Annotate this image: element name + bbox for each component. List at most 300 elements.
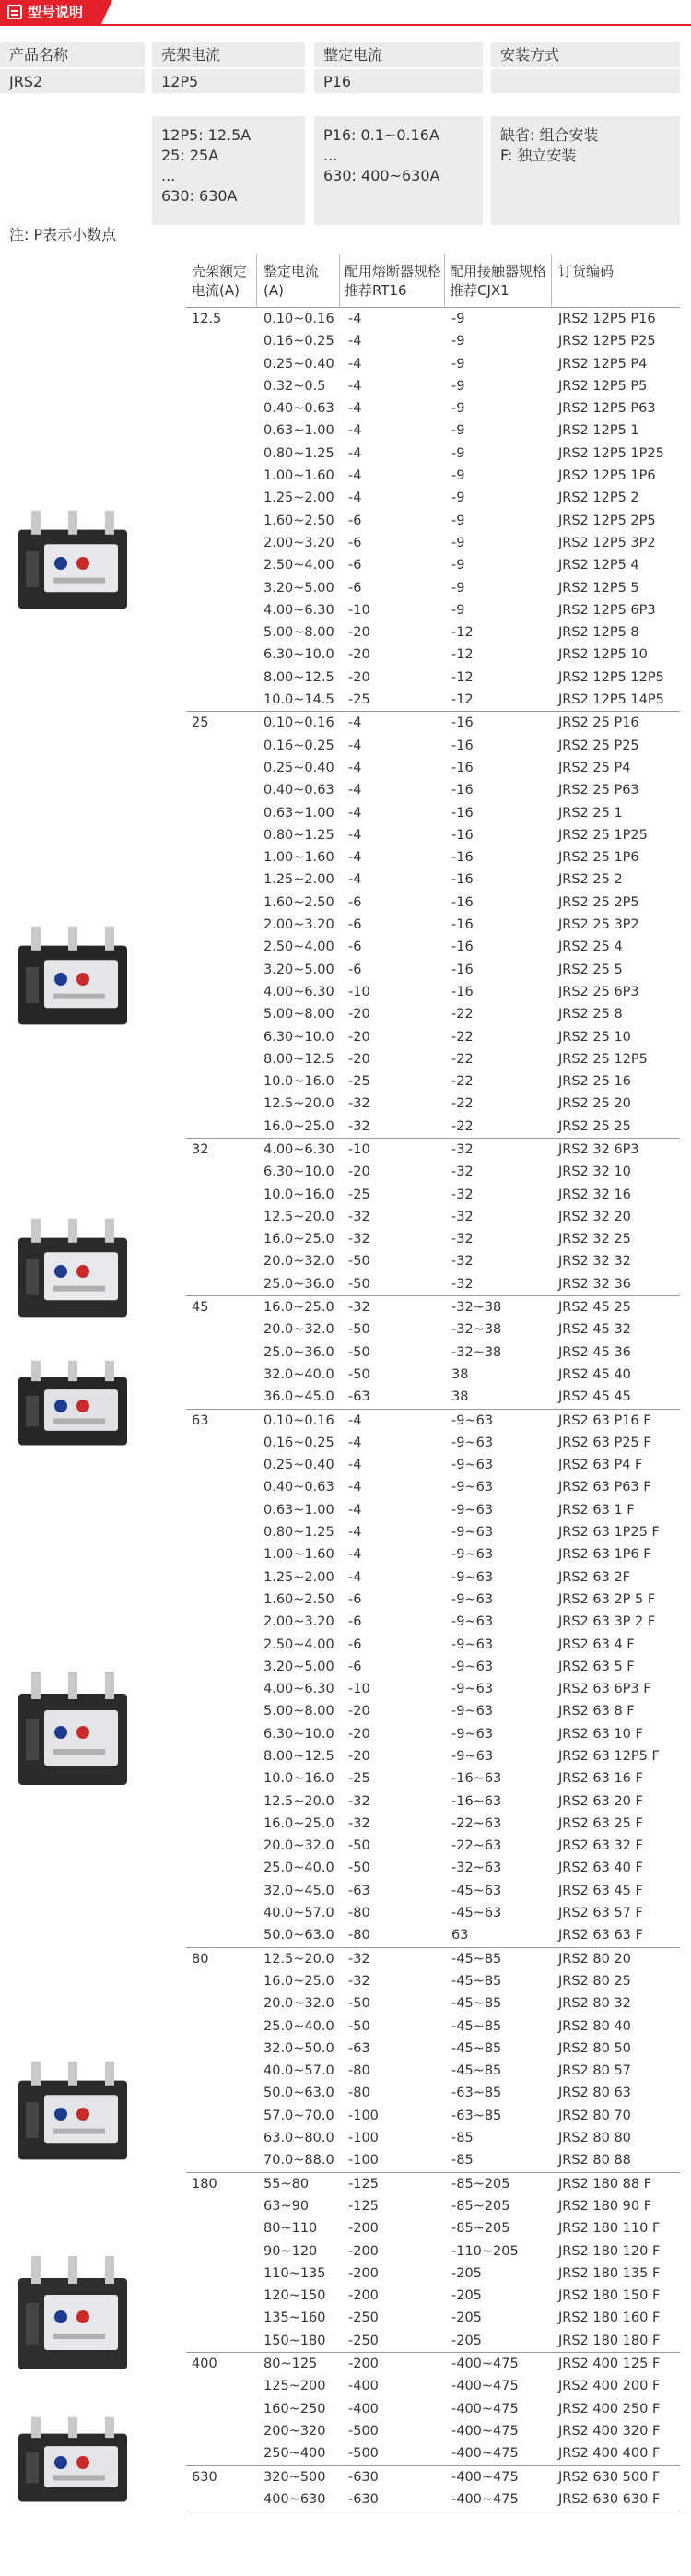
order-code-cell: JRS2 63 6P3 F	[558, 1682, 651, 1697]
order-code-cell: JRS2 80 63	[558, 2086, 631, 2101]
table-row	[186, 1296, 680, 1318]
contactor-spec-cell: -32~63	[451, 1861, 502, 1876]
contactor-spec-cell: -32	[451, 1141, 474, 1157]
contactor-spec-cell: -205	[451, 2265, 482, 2281]
setting-current-cell: 1.60~2.50	[264, 1591, 334, 1607]
table-row	[186, 2195, 680, 2217]
fuse-spec-cell: -63	[348, 1883, 370, 1898]
fuse-spec-cell: -400	[348, 2379, 379, 2394]
table-row	[186, 2398, 680, 2420]
table-row	[186, 1184, 680, 1206]
table-row	[186, 1611, 680, 1633]
fuse-spec-cell: -50	[348, 1838, 370, 1854]
order-code-cell: JRS2 12P5 1	[558, 423, 639, 439]
setting-current-cell: 2.00~3.20	[264, 535, 334, 550]
order-code-cell: JRS2 45 32	[558, 1322, 631, 1338]
order-code-cell: JRS2 63 P16 F	[558, 1412, 651, 1428]
frame-current-cell: 400	[192, 2357, 217, 2372]
table-row	[186, 2263, 680, 2285]
option-line: 25: 25A	[161, 147, 219, 164]
contactor-spec-cell: -32	[451, 1254, 474, 1270]
frame-current-cell: 32	[192, 1141, 209, 1157]
setting-current-cell: 0.63~1.00	[264, 805, 334, 821]
contactor-spec-cell: -45~85	[451, 1951, 502, 1967]
order-code-cell: JRS2 25 1	[558, 805, 623, 821]
setting-current-cell: 8.00~12.5	[264, 1051, 334, 1067]
header-setting-current: 整定电流 (A)	[264, 263, 320, 299]
setting-current-cell: 20.0~32.0	[264, 1996, 334, 2012]
fuse-spec-cell: -400	[348, 2401, 379, 2416]
fuse-spec-cell: -50	[348, 1366, 370, 1382]
setting-current-cell: 4.00~6.30	[264, 984, 334, 999]
contactor-spec-cell: 63	[451, 1928, 469, 1944]
contactor-spec-cell: -9~63	[451, 1682, 494, 1697]
fuse-spec-cell: -6	[348, 939, 362, 955]
table-row	[186, 981, 680, 1003]
fuse-spec-cell: -4	[348, 783, 362, 798]
order-code-cell: JRS2 180 110 F	[558, 2221, 661, 2237]
order-code-cell: JRS2 400 400 F	[558, 2446, 661, 2462]
contactor-spec-cell: -9	[451, 423, 465, 439]
order-code-cell: JRS2 80 50	[558, 2040, 631, 2056]
setting-current-cell: 16.0~25.0	[264, 1232, 334, 1247]
contactor-spec-cell: -22~63	[451, 1815, 502, 1831]
setting-current-cell: 5.00~8.00	[264, 1007, 334, 1022]
fuse-spec-cell: -4	[348, 378, 362, 394]
contactor-spec-cell: -9~63	[451, 1569, 494, 1585]
order-code-cell: JRS2 63 16 F	[558, 1771, 643, 1787]
setting-current-cell: 4.00~6.30	[264, 602, 334, 618]
order-code-cell: JRS2 80 25	[558, 1973, 631, 1989]
contactor-spec-cell: -9	[451, 356, 465, 372]
setting-current-cell: 80~110	[264, 2221, 318, 2237]
contactor-spec-cell: -16	[451, 872, 474, 888]
setting-current-cell: 6.30~10.0	[264, 1029, 334, 1045]
order-code-cell: JRS2 63 20 F	[558, 1793, 643, 1809]
setting-current-cell: 50.0~63.0	[264, 1928, 334, 1944]
order-code-cell: JRS2 12P5 P16	[558, 312, 656, 326]
contactor-spec-cell: -85~205	[451, 2176, 510, 2192]
table-row	[186, 1857, 680, 1879]
order-code-cell: JRS2 32 20	[558, 1209, 631, 1224]
relay-photo	[13, 2054, 135, 2174]
spec-table-body	[186, 308, 680, 2511]
contactor-spec-cell: -9	[451, 401, 465, 417]
fuse-spec-cell: -100	[348, 2108, 379, 2123]
contactor-spec-cell: -9	[451, 468, 465, 484]
order-code-cell: JRS2 25 4	[558, 939, 623, 955]
contactor-spec-cell: -16	[451, 760, 474, 775]
fuse-spec-cell: -4	[348, 445, 362, 461]
contactor-spec-cell: -45~85	[451, 2018, 502, 2034]
table-row	[186, 330, 680, 352]
table-row	[186, 869, 680, 891]
fuse-spec-cell: -4	[348, 1435, 362, 1450]
setting-current-cell: 2.00~3.20	[264, 917, 334, 933]
contactor-spec-cell: -45~63	[451, 1906, 502, 1921]
fuse-spec-cell: -32	[348, 1118, 370, 1134]
fuse-spec-cell: -6	[348, 962, 362, 977]
decimal-point-note: 注: P表示小数点	[9, 226, 117, 243]
table-row	[186, 1902, 680, 1924]
order-code-cell: JRS2 25 12P5	[558, 1051, 648, 1067]
fuse-spec-cell: -25	[348, 1074, 370, 1090]
order-code-cell: JRS2 63 45 F	[558, 1883, 643, 1898]
order-code-cell: JRS2 80 20	[558, 1951, 631, 1967]
table-row	[186, 419, 680, 442]
contactor-spec-cell: -63~85	[451, 2086, 502, 2101]
order-code-cell: JRS2 12P5 12P5	[558, 669, 664, 685]
order-code-cell: JRS2 25 P25	[558, 738, 639, 753]
order-code-cell: JRS2 63 25 F	[558, 1815, 643, 1831]
contactor-spec-cell: -16	[451, 715, 474, 731]
order-code-cell: JRS2 63 P25 F	[558, 1435, 651, 1450]
table-row	[186, 487, 680, 509]
fuse-spec-cell: -250	[348, 2310, 379, 2326]
order-code-cell: JRS2 32 32	[558, 1254, 631, 1270]
contactor-spec-cell: -400~475	[451, 2379, 519, 2394]
contactor-spec-cell: -22	[451, 1051, 474, 1067]
setting-current-cell: 0.10~0.16	[264, 715, 334, 731]
setting-current-cell: 0.16~0.25	[264, 334, 334, 349]
fuse-spec-cell: -63	[348, 2040, 370, 2056]
setting-current-cell: 400~630	[264, 2491, 326, 2507]
fuse-spec-cell: -20	[348, 1164, 370, 1180]
section-header	[0, 0, 691, 26]
contactor-spec-cell: -9~63	[451, 1704, 494, 1719]
contactor-spec-cell: -32~38	[451, 1300, 502, 1316]
table-row	[186, 2038, 680, 2060]
col-setting-current-head: 整定电流	[314, 42, 483, 68]
contactor-spec-cell: -16	[451, 805, 474, 821]
contactor-spec-cell: -205	[451, 2288, 482, 2304]
order-code-cell: JRS2 80 40	[558, 2018, 631, 2034]
order-code-cell: JRS2 25 1P6	[558, 850, 639, 866]
setting-current-cell: 135~160	[264, 2310, 326, 2326]
contactor-spec-cell: -16~63	[451, 1793, 502, 1809]
fuse-spec-cell: -32	[348, 1209, 370, 1224]
table-row	[186, 1992, 680, 2015]
table-row	[186, 2307, 680, 2329]
table-row	[186, 689, 680, 711]
fuse-spec-cell: -63	[348, 1389, 370, 1405]
setting-current-cell: 10.0~14.5	[264, 692, 334, 708]
contactor-spec-cell: -9~63	[451, 1614, 494, 1630]
setting-current-cell: 0.25~0.40	[264, 356, 334, 372]
order-code-cell: JRS2 32 10	[558, 1164, 631, 1180]
table-row	[186, 1589, 680, 1611]
frame-group	[186, 2353, 680, 2465]
col-frame-current-head: 壳架电流	[152, 42, 305, 68]
fuse-spec-cell: -80	[348, 1928, 370, 1944]
setting-current-cell: 1.60~2.50	[264, 894, 334, 910]
table-row	[186, 1767, 680, 1790]
col-frame-current-value: 12P5	[152, 69, 305, 93]
fuse-spec-cell: -6	[348, 894, 362, 910]
contactor-spec-cell: -9	[451, 312, 465, 326]
setting-current-cell: 57.0~70.0	[264, 2108, 334, 2123]
setting-current-cell: 0.63~1.00	[264, 423, 334, 439]
table-row	[186, 1206, 680, 1228]
contactor-spec-cell: -9	[451, 490, 465, 506]
setting-current-cell: 1.25~2.00	[264, 872, 334, 888]
order-code-cell: JRS2 180 120 F	[558, 2243, 661, 2259]
order-code-cell: JRS2 12P5 10	[558, 647, 648, 663]
fuse-spec-cell: -100	[348, 2153, 379, 2168]
table-row	[186, 1318, 680, 1341]
frame-group	[186, 1296, 680, 1409]
order-code-cell: JRS2 80 80	[558, 2131, 631, 2146]
table-row	[186, 2442, 680, 2464]
order-code-cell: JRS2 63 1 F	[558, 1502, 635, 1518]
contactor-spec-cell: -9~63	[451, 1726, 494, 1742]
fuse-spec-cell: -80	[348, 1906, 370, 1921]
order-code-cell: JRS2 12P5 P25	[558, 334, 656, 349]
setting-current-cell: 0.10~0.16	[264, 1412, 334, 1428]
order-code-cell: JRS2 12P5 3P2	[558, 535, 656, 550]
table-row	[186, 1273, 680, 1295]
fuse-spec-cell: -20	[348, 647, 370, 663]
table-row	[186, 1410, 680, 1432]
fuse-spec-cell: -4	[348, 423, 362, 439]
contactor-spec-cell: -16	[451, 984, 474, 999]
contactor-spec-cell: 38	[451, 1389, 469, 1405]
frame-current-cell: 63	[192, 1412, 209, 1428]
order-code-cell: JRS2 12P5 2	[558, 490, 639, 506]
table-row	[186, 2488, 680, 2511]
setting-current-cell: 5.00~8.00	[264, 625, 334, 641]
order-code-cell: JRS2 32 36	[558, 1276, 631, 1292]
fuse-spec-cell: -4	[348, 356, 362, 372]
table-row	[186, 959, 680, 981]
table-row	[186, 443, 680, 465]
fuse-spec-cell: -10	[348, 984, 370, 999]
table-row	[186, 2015, 680, 2038]
col-mounting-value	[491, 69, 680, 93]
order-code-cell: JRS2 180 90 F	[558, 2198, 652, 2214]
order-code-cell: JRS2 25 6P3	[558, 984, 639, 999]
contactor-spec-cell: -400~475	[451, 2423, 519, 2439]
setting-current-cell: 0.16~0.25	[264, 738, 334, 753]
setting-current-cell: 25.0~40.0	[264, 1861, 334, 1876]
fuse-spec-cell: -20	[348, 1704, 370, 1719]
table-row	[186, 2466, 680, 2488]
order-code-cell: JRS2 63 P4 F	[558, 1458, 643, 1473]
order-code-cell: JRS2 45 25	[558, 1300, 631, 1316]
contactor-spec-cell: -22	[451, 1096, 474, 1112]
header-frame-current: 壳架额定 电流(A)	[192, 263, 248, 299]
fuse-spec-cell: -10	[348, 1141, 370, 1157]
setting-current-cell: 16.0~25.0	[264, 1118, 334, 1134]
table-row	[186, 779, 680, 801]
fuse-spec-cell: -4	[348, 1458, 362, 1473]
option-line: 缺省: 组合安装	[500, 126, 599, 144]
contactor-spec-cell: -400~475	[451, 2401, 519, 2416]
fuse-spec-cell: -4	[348, 872, 362, 888]
setting-current-cell: 0.16~0.25	[264, 1435, 334, 1450]
fuse-spec-cell: -200	[348, 2357, 379, 2372]
setting-current-cell: 150~180	[264, 2333, 326, 2348]
fuse-spec-cell: -32	[348, 1300, 370, 1316]
table-row	[186, 1745, 680, 1767]
order-code-cell: JRS2 25 5	[558, 962, 623, 977]
setting-current-cell: 25.0~36.0	[264, 1276, 334, 1292]
fuse-spec-cell: -4	[348, 490, 362, 506]
setting-current-cell: 16.0~25.0	[264, 1300, 334, 1316]
order-code-cell: JRS2 12P5 14P5	[558, 692, 664, 708]
order-code-cell: JRS2 25 3P2	[558, 917, 639, 933]
setting-current-cell: 1.00~1.60	[264, 850, 334, 866]
relay-photo	[13, 1354, 135, 1458]
spec-table	[186, 254, 680, 2511]
col-setting-current-options	[314, 116, 483, 225]
fuse-spec-cell: -4	[348, 715, 362, 731]
order-code-cell: JRS2 80 32	[558, 1996, 631, 2012]
order-code-cell: JRS2 32 6P3	[558, 1141, 639, 1157]
table-row	[186, 1161, 680, 1183]
fuse-spec-cell: -50	[348, 1322, 370, 1338]
setting-current-cell: 6.30~10.0	[264, 647, 334, 663]
setting-current-cell: 2.00~3.20	[264, 1614, 334, 1630]
contactor-spec-cell: -85~205	[451, 2198, 510, 2214]
order-code-cell: JRS2 32 16	[558, 1187, 631, 1202]
order-code-cell: JRS2 12P5 P5	[558, 378, 648, 394]
order-code-cell: JRS2 63 1P6 F	[558, 1547, 651, 1563]
setting-current-cell: 110~135	[264, 2265, 326, 2281]
setting-current-cell: 125~200	[264, 2379, 326, 2394]
spec-table-header	[186, 254, 680, 308]
fuse-spec-cell: -10	[348, 602, 370, 618]
contactor-spec-cell: -22	[451, 1029, 474, 1045]
contactor-spec-cell: -9~63	[451, 1502, 494, 1518]
table-row	[186, 375, 680, 397]
table-row	[186, 1723, 680, 1745]
fuse-spec-cell: -25	[348, 1771, 370, 1787]
order-code-cell: JRS2 63 57 F	[558, 1906, 643, 1921]
fuse-spec-cell: -32	[348, 1973, 370, 1989]
setting-current-cell: 20.0~32.0	[264, 1322, 334, 1338]
contactor-spec-cell: -9~63	[451, 1591, 494, 1607]
contactor-spec-cell: -9~63	[451, 1480, 494, 1495]
order-code-cell: JRS2 630 630 F	[558, 2491, 661, 2507]
fuse-spec-cell: -20	[348, 1007, 370, 1022]
fuse-spec-cell: -4	[348, 1569, 362, 1585]
frame-group	[186, 1948, 680, 2173]
setting-current-cell: 10.0~16.0	[264, 1187, 334, 1202]
fuse-spec-cell: -630	[348, 2469, 379, 2485]
contactor-spec-cell: -63~85	[451, 2108, 502, 2123]
table-row	[186, 1250, 680, 1272]
setting-current-cell: 8.00~12.5	[264, 1749, 334, 1764]
table-row	[186, 1835, 680, 1857]
order-code-cell: JRS2 80 57	[558, 2063, 631, 2079]
table-row	[186, 532, 680, 554]
fuse-spec-cell: -32	[348, 1096, 370, 1112]
setting-current-cell: 0.80~1.25	[264, 1525, 334, 1541]
setting-current-cell: 40.0~57.0	[264, 2063, 334, 2079]
header-rule	[0, 24, 691, 26]
table-row	[186, 892, 680, 914]
setting-current-cell: 12.5~20.0	[264, 1096, 334, 1112]
setting-current-cell: 2.50~4.00	[264, 939, 334, 955]
option-line: ...	[161, 167, 176, 184]
contactor-spec-cell: -22	[451, 1007, 474, 1022]
fuse-spec-cell: -6	[348, 1659, 362, 1674]
fuse-spec-cell: -6	[348, 1591, 362, 1607]
setting-current-cell: 55~80	[264, 2176, 310, 2192]
setting-current-cell: 0.63~1.00	[264, 1502, 334, 1518]
fuse-spec-cell: -4	[348, 468, 362, 484]
contactor-spec-cell: -22	[451, 1074, 474, 1090]
order-code-cell: JRS2 12P5 1P6	[558, 468, 656, 484]
table-row	[186, 757, 680, 779]
contactor-spec-cell: -16	[451, 827, 474, 843]
frame-group	[186, 1139, 680, 1296]
contactor-spec-cell: 38	[451, 1366, 469, 1382]
contactor-spec-cell: -16	[451, 962, 474, 977]
order-code-cell: JRS2 25 10	[558, 1029, 631, 1045]
setting-current-cell: 25.0~36.0	[264, 1344, 334, 1360]
table-row	[186, 2353, 680, 2375]
fuse-spec-cell: -32	[348, 1793, 370, 1809]
setting-current-cell: 320~500	[264, 2469, 326, 2485]
table-row	[186, 1924, 680, 1946]
contactor-spec-cell: -12	[451, 692, 474, 708]
setting-current-cell: 2.50~4.00	[264, 1637, 334, 1652]
order-code-cell: JRS2 63 63 F	[558, 1928, 643, 1944]
option-line: 630: 400~630A	[323, 167, 440, 184]
setting-current-cell: 6.30~10.0	[264, 1164, 334, 1180]
col-mounting-options	[491, 116, 680, 225]
contactor-spec-cell: -45~63	[451, 1883, 502, 1898]
setting-current-cell: 32.0~50.0	[264, 2040, 334, 2056]
contactor-spec-cell: -9	[451, 602, 465, 618]
setting-current-cell: 50.0~63.0	[264, 2086, 334, 2101]
fuse-spec-cell: -10	[348, 1682, 370, 1697]
table-row	[186, 1454, 680, 1476]
table-row	[186, 1070, 680, 1093]
fuse-spec-cell: -80	[348, 2063, 370, 2079]
fuse-spec-cell: -50	[348, 1276, 370, 1292]
section-title: 型号说明	[28, 4, 84, 20]
setting-current-cell: 4.00~6.30	[264, 1682, 334, 1697]
fuse-spec-cell: -20	[348, 1726, 370, 1742]
fuse-spec-cell: -500	[348, 2446, 379, 2462]
order-code-cell: JRS2 25 16	[558, 1074, 631, 1090]
contactor-spec-cell: -400~475	[451, 2357, 519, 2372]
fuse-spec-cell: -50	[348, 2018, 370, 2034]
contactor-spec-cell: -9~63	[451, 1547, 494, 1563]
header-contactor-spec: 配用接触器规格 推荐CJX1	[450, 263, 547, 299]
setting-current-cell: 6.30~10.0	[264, 1726, 334, 1742]
setting-current-cell: 2.50~4.00	[264, 558, 334, 573]
contactor-spec-cell: -16	[451, 850, 474, 866]
fuse-spec-cell: -4	[348, 1480, 362, 1495]
table-row	[186, 712, 680, 734]
setting-current-cell: 40.0~57.0	[264, 1906, 334, 1921]
table-row	[186, 510, 680, 532]
setting-current-cell: 250~400	[264, 2446, 326, 2462]
frame-current-cell: 80	[192, 1951, 209, 1967]
table-row	[186, 2060, 680, 2082]
fuse-spec-cell: -20	[348, 669, 370, 685]
frame-group	[186, 308, 680, 712]
fuse-spec-cell: -25	[348, 1187, 370, 1202]
contactor-spec-cell: -9~63	[451, 1435, 494, 1450]
table-row	[186, 914, 680, 936]
table-row	[186, 667, 680, 689]
contactor-spec-cell: -45~85	[451, 1996, 502, 2012]
